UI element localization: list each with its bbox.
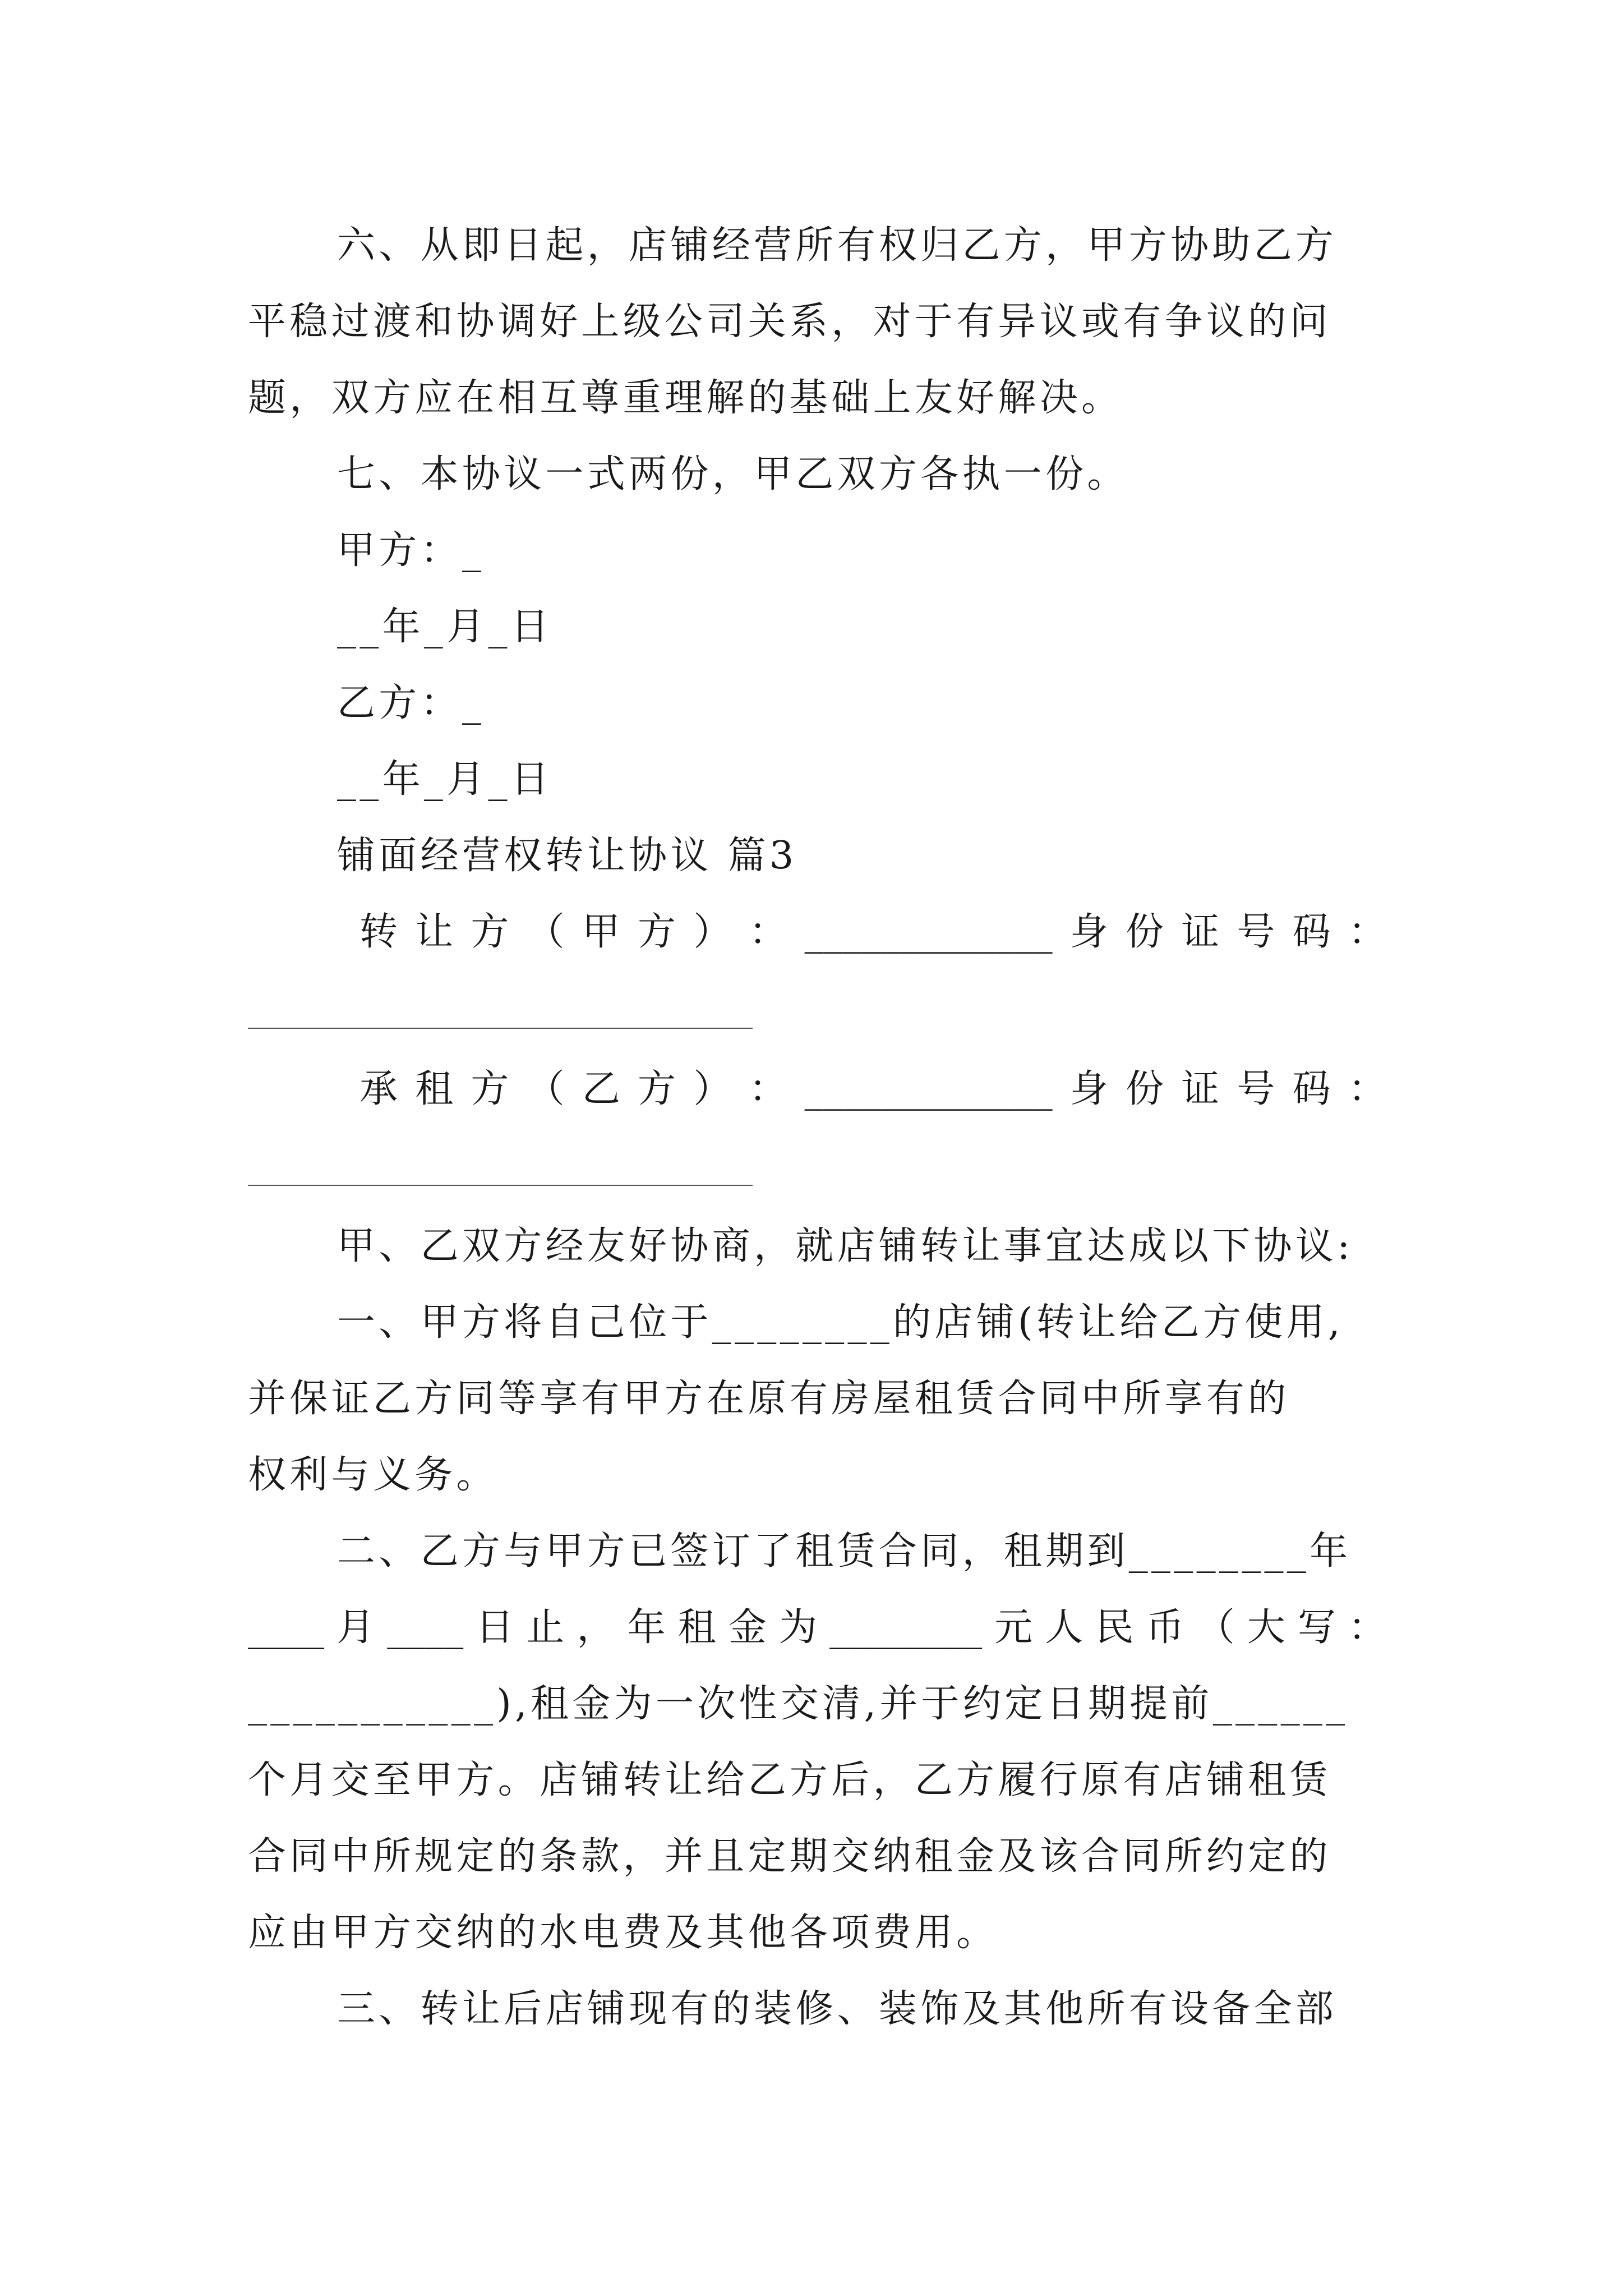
clause-2-char: 人 [1045,1605,1083,1650]
clause-2-line-5: 合同中所规定的条款，并且定期交纳租金及该合同所约定的 [248,1834,1331,1879]
day-blank: ____ [387,1605,464,1650]
clause-3-line-1: 三、转让后店铺现有的装修、装饰及其他所有设备全部 [337,1987,1338,2031]
tenant-char: 份 [1126,1067,1164,1111]
transferor-char: 份 [1126,910,1164,954]
tenant-char: ： [749,1067,787,1111]
clause-2-char: 金 [728,1605,767,1650]
transferor-char: 转 [359,910,398,954]
tenant-name-blank: _____________ [804,1067,1053,1111]
transferor-char: 码 [1292,910,1331,954]
tenant-char: ） [693,1067,732,1111]
tenant-char: 号 [1237,1067,1275,1111]
transferor-char: （ [526,910,565,954]
clause-6-line-1: 六、从即日起，店铺经营所有权归乙方，甲方协助乙方 [337,223,1338,268]
transferor-line [359,910,1386,955]
clause-2-line-3: ___________),租金为一次性交清,并于约定日期提前______ [248,1682,1349,1726]
clause-6-line-3: 题，双方应在相互尊重理解的基础上友好解决。 [248,376,1123,420]
clause-2-char: 月 [336,1605,375,1650]
clause-2-line-6: 应由甲方交纳的水电费及其他各项费用。 [248,1911,998,1955]
transferor-char: 证 [1181,910,1220,954]
clause-7: 七、本协议一式两份，甲乙双方各执一份。 [337,452,1129,496]
rent-amount-blank: ________ [829,1605,983,1650]
transferor-id-blank [248,1028,753,1029]
transferor-char: 让 [415,910,454,954]
clause-2-char: 大 [1247,1605,1285,1650]
transferor-char: 号 [1237,910,1275,954]
clause-2-char: 日 [476,1605,514,1650]
transferor-char: ： [749,910,787,954]
transferor-char: 甲 [582,910,620,954]
party-a-date: __年_月_日 [337,605,553,649]
clause-2-char: 租 [677,1605,716,1650]
clause-2-char: （ [1196,1605,1235,1650]
transferor-name-blank: _____________ [804,910,1053,954]
clause-6-line-2: 平稳过渡和协调好上级公司关系，对于有异议或有争议的问 [248,300,1331,344]
clause-2-char: 元 [994,1605,1033,1650]
transferor-char: ） [693,910,732,954]
tenant-char: 承 [359,1067,398,1111]
party-b-signature: 乙方：_ [337,681,485,725]
tenant-char: 方 [471,1067,509,1111]
clause-2-char: 币 [1146,1605,1184,1650]
tenant-char: 身 [1069,1067,1108,1111]
transferor-char: 身 [1069,910,1108,954]
clause-1-line-3: 权利与义务。 [248,1453,498,1497]
clause-2-char: 写 [1297,1605,1336,1650]
tenant-id-blank [248,1185,753,1186]
clause-1-line-2: 并保证乙方同等享有甲方在原有房屋租赁合同中所享有的 [248,1377,1290,1421]
clause-2-char: 民 [1095,1605,1134,1650]
tenant-char: 码 [1292,1067,1331,1111]
tenant-char: 证 [1181,1067,1220,1111]
clause-2-line-4: 个月交至甲方。店铺转让给乙方后，乙方履行原有店铺租赁 [248,1758,1331,1802]
party-b-date: __年_月_日 [337,757,553,802]
tenant-char: 乙 [582,1067,620,1111]
clause-1-line-1: 一、甲方将自己位于________的店铺(转让给乙方使用, [337,1300,1344,1345]
tenant-char: （ [526,1067,565,1111]
tenant-char: 租 [415,1067,454,1111]
tenant-line [359,1067,1386,1112]
clause-2-line-2 [248,1605,1386,1650]
intro-paragraph: 甲、乙双方经友好协商，就店铺转让事宜达成以下协议: [337,1224,1354,1268]
section-title: 铺面经营权转让协议 篇3 [337,834,797,878]
tenant-char: ： [1348,1067,1386,1111]
tenant-char: 方 [638,1067,676,1111]
clause-2-char: ： [1348,1605,1386,1650]
clause-2-char: 年 [627,1605,666,1650]
clause-2-char: ， [577,1605,615,1650]
month-blank: ____ [248,1605,324,1650]
transferor-char: 方 [471,910,509,954]
transferor-char: ： [1348,910,1386,954]
clause-2-line-1: 二、乙方与甲方已签订了租赁合同，租期到________年 [337,1529,1352,1573]
clause-2-char: 止 [526,1605,565,1650]
transferor-char: 方 [638,910,676,954]
party-a-signature: 甲方：_ [337,528,485,573]
clause-2-char: 为 [778,1605,817,1650]
